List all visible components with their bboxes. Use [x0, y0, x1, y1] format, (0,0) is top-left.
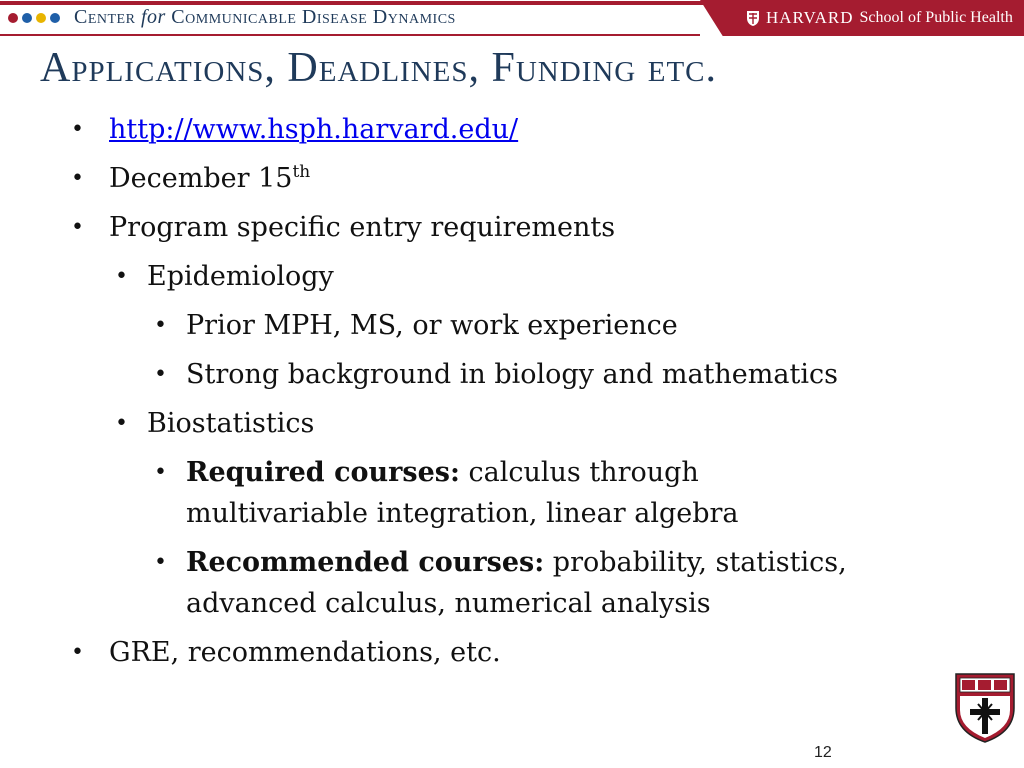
deadline-text: December 15: [109, 163, 293, 194]
page-number: 12: [814, 744, 832, 761]
header-bottom-rule: [0, 34, 700, 36]
list-item: [154, 453, 699, 493]
slide-title: Applications, Deadlines, Funding etc.: [40, 45, 718, 91]
bullet-icon: •: [154, 362, 167, 387]
bullet-icon: •: [71, 166, 84, 191]
dot-icon: [36, 13, 46, 23]
bullet-icon: •: [71, 640, 84, 665]
center-name-post: Communicable Disease Dynamics: [165, 6, 456, 28]
list-item: [71, 110, 519, 150]
list-item-continuation: [186, 494, 739, 534]
bullet-icon: •: [154, 313, 167, 338]
list-item: [115, 404, 315, 444]
recommended-courses-text: probability, statistics,: [544, 547, 847, 578]
recommended-courses-text-2: advanced calculus, numerical analysis: [186, 588, 711, 619]
list-item-continuation: [186, 584, 711, 624]
list-item: [71, 159, 311, 199]
dot-icon: [22, 13, 32, 23]
recommended-courses-label: Recommended courses:: [186, 547, 545, 578]
required-courses-text: calculus through: [459, 457, 699, 488]
list-item: [71, 208, 616, 248]
logo-dots: [8, 13, 60, 23]
gre-recommendations: GRE, recommendations, etc.: [109, 637, 501, 668]
hsph-link[interactable]: http://www.hsph.harvard.edu/: [109, 114, 519, 145]
epi-requirement-2: Strong background in biology and mathematics: [186, 359, 838, 390]
school-name: School of Public Health: [859, 9, 1013, 26]
deadline-suffix: th: [292, 162, 311, 182]
harvard-shield-icon: [746, 10, 760, 27]
bullet-icon: •: [154, 550, 167, 575]
bullet-icon: •: [71, 215, 84, 240]
bullet-icon: •: [154, 460, 167, 485]
biostatistics-heading: Biostatistics: [147, 408, 315, 439]
harvard-wordmark: HARVARD: [766, 8, 854, 27]
center-name: [74, 6, 456, 29]
list-item: [154, 306, 678, 346]
hsph-logo: [746, 8, 1013, 28]
dot-icon: [50, 13, 60, 23]
program-requirements: Program specific entry requirements: [109, 212, 616, 243]
dot-icon: [8, 13, 18, 23]
list-item: [154, 543, 847, 583]
list-item: [154, 355, 838, 395]
list-item: [71, 633, 501, 673]
required-courses-text-2: multivariable integration, linear algebra: [186, 498, 739, 529]
header-bar: [0, 0, 1024, 40]
epidemiology-heading: Epidemiology: [147, 261, 334, 292]
bullet-icon: •: [115, 411, 128, 436]
bullet-icon: •: [115, 264, 128, 289]
bullet-icon: •: [71, 117, 84, 142]
list-item: [115, 257, 334, 297]
required-courses-label: Required courses:: [186, 457, 460, 488]
epi-requirement-1: Prior MPH, MS, or work experience: [186, 310, 678, 341]
center-name-for: for: [140, 6, 166, 28]
center-name-pre: Center: [74, 6, 141, 28]
hsph-shield-icon: [954, 672, 1016, 744]
